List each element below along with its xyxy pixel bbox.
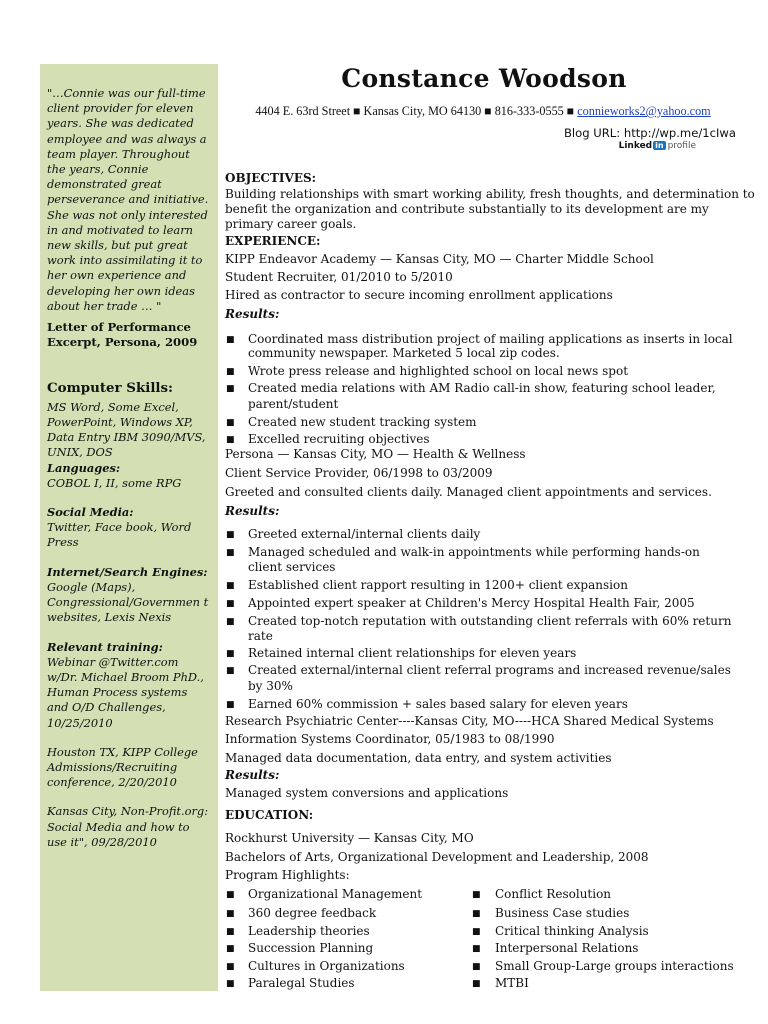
training-houston: Houston TX, KIPP College Admissions/Recruiting conference, 2/20/2010 bbox=[47, 744, 198, 790]
job2-bullet-1: Greeted external/internal clients daily bbox=[248, 527, 481, 541]
job3-org: Research Psychiatric Center----Kansas City, MO----HCA Shared Medical Systems bbox=[225, 714, 714, 728]
bullet-icon: ■ bbox=[226, 617, 235, 627]
job3-desc: Managed data documentation, data entry, and system activities bbox=[225, 751, 612, 765]
objectives-line-1: Building relationships with smart working ability, fresh thoughts, and determination to bbox=[225, 187, 755, 201]
bullet-icon: ■ bbox=[226, 548, 235, 558]
bullet-icon: ■ bbox=[226, 927, 235, 937]
email-link[interactable]: connieworks2@yahoo.com bbox=[577, 104, 711, 118]
bullet-icon: ■ bbox=[226, 435, 235, 445]
job1-desc: Hired as contractor to secure incoming enrollment applications bbox=[225, 288, 613, 302]
bullet-icon: ■ bbox=[226, 700, 235, 710]
highlight-item: Conflict Resolution bbox=[495, 887, 612, 901]
job1-bullet-3-cont: parent/student bbox=[248, 397, 339, 411]
social-media-label: Social Media: bbox=[47, 505, 134, 520]
objectives-line-2: benefit the organization and contribute substantially to its development are my bbox=[225, 202, 709, 216]
internet-search-text: Google (Maps), Congressional/Governmen t websites, Lexis Nexis bbox=[47, 579, 209, 625]
highlight-item: MTBI bbox=[495, 976, 529, 990]
testimonial-source: Letter of Performance Excerpt, Persona, 2009 bbox=[47, 320, 198, 350]
objectives-heading: OBJECTIVES: bbox=[225, 171, 317, 185]
linkedin-brand: Linked bbox=[618, 141, 653, 151]
job1-results-label: Results: bbox=[225, 307, 280, 321]
job1-bullet-5: Excelled recruiting objectives bbox=[248, 432, 430, 446]
highlight-item: Interpersonal Relations bbox=[495, 941, 639, 955]
job1-bullet-1-cont: community newspaper. Marketed 5 local zip codes. bbox=[248, 346, 560, 360]
program-highlights-label: Program Highlights: bbox=[225, 868, 350, 882]
blog-url[interactable]: Blog URL: http://wp.me/1cIwa bbox=[563, 126, 736, 140]
job1-bullet-2: Wrote press release and highlighted school on local news spot bbox=[248, 364, 629, 378]
bullet-icon: ■ bbox=[472, 962, 481, 972]
contact-line bbox=[228, 104, 738, 119]
highlight-item: Small Group-Large groups interactions bbox=[495, 959, 734, 973]
education-school: Rockhurst University — Kansas City, MO bbox=[225, 831, 474, 845]
job3-title: Information Systems Coordinator, 05/1983 to 08/1990 bbox=[225, 732, 555, 746]
bullet-icon: ■ bbox=[226, 979, 235, 989]
highlight-item: Critical thinking Analysis bbox=[495, 924, 649, 938]
experience-heading: EXPERIENCE: bbox=[225, 234, 321, 248]
job1-title: Student Recruiter, 01/2010 to 5/2010 bbox=[225, 270, 453, 284]
bullet-icon: ■ bbox=[472, 944, 481, 954]
bullet-icon: ■ bbox=[472, 890, 481, 900]
highlight-item: 360 degree feedback bbox=[248, 906, 377, 920]
bullet-icon: ■ bbox=[226, 335, 235, 345]
job2-org: Persona — Kansas City, MO — Health & Wellness bbox=[225, 447, 526, 461]
computer-skills-text: MS Word, Some Excel, PowerPoint, Windows XP, Data Entry IBM 3090/MVS, UNIX, DOS bbox=[47, 399, 206, 460]
education-heading: EDUCATION: bbox=[225, 808, 314, 822]
objectives-line-3: primary career goals. bbox=[225, 217, 357, 231]
sidebar bbox=[40, 64, 218, 991]
job3-results-label: Results: bbox=[225, 768, 280, 782]
highlight-item: Business Case studies bbox=[495, 906, 630, 920]
job1-bullet-3: Created media relations with AM Radio call-in show, featuring school leader, bbox=[248, 381, 716, 395]
job2-bullet-2: Managed scheduled and walk-in appointments while performing hands-on bbox=[248, 545, 700, 559]
linkedin-icon: in bbox=[655, 141, 664, 150]
bullet-icon: ■ bbox=[226, 890, 235, 900]
job1-bullet-1: Coordinated mass distribution project of mailing applications as inserts in local bbox=[248, 332, 733, 346]
job2-desc: Greeted and consulted clients daily. Managed client appointments and services. bbox=[225, 485, 712, 499]
highlight-item: Leadership theories bbox=[248, 924, 370, 938]
bullet-icon: ■ bbox=[226, 666, 235, 676]
job2-bullet-5: Created top-notch reputation with outstanding client referrals with 60% return bbox=[248, 614, 732, 628]
job2-bullet-3: Established client rapport resulting in 1200+ client expansion bbox=[248, 578, 628, 592]
highlight-item: Paralegal Studies bbox=[248, 976, 355, 990]
highlight-item: Cultures in Organizations bbox=[248, 959, 405, 973]
job2-bullet-7-cont: by 30% bbox=[248, 679, 293, 693]
highlight-item: Organizational Management bbox=[248, 887, 423, 901]
job2-results-label: Results: bbox=[225, 504, 280, 518]
training-kansas-city: Kansas City, Non-Profit.org: Social Media and how to use it", 09/28/2010 bbox=[47, 804, 209, 849]
job2-title: Client Service Provider, 06/1998 to 03/2009 bbox=[225, 466, 493, 480]
bullet-icon: ■ bbox=[226, 418, 235, 428]
job2-bullet-5-cont: rate bbox=[248, 629, 273, 643]
computer-skills-heading: Computer Skills: bbox=[47, 379, 173, 396]
bullet-icon: ■ bbox=[472, 927, 481, 937]
linkedin-profile-link[interactable] bbox=[619, 141, 696, 151]
job2-bullet-6: Retained internal client relationships for eleven years bbox=[248, 646, 577, 660]
job2-bullet-8: Earned 60% commission + sales based salary for eleven years bbox=[248, 697, 628, 711]
bullet-icon: ■ bbox=[226, 599, 235, 609]
training-text: Webinar @Twitter.com w/Dr. Michael Broom PhD., Human Process systems and O/D Challenges, 10/25/2010 bbox=[47, 654, 204, 730]
languages-label: Languages: bbox=[47, 460, 121, 475]
testimonial-quote: "…Connie was our full-time client provider for eleven years. She was dedicated employee and was always a team player. Throughout the years, Connie demonstrated great perseverance and initiative. She was not only interested in and motivated to learn new skills, but put great work into assimilating it to her own experience and developing her own ideas about her trade … " bbox=[47, 86, 209, 313]
languages-text: COBOL I, II, some RPG bbox=[47, 475, 182, 490]
bullet-icon: ■ bbox=[226, 384, 235, 394]
job3-result-1: Managed system conversions and applications bbox=[225, 786, 509, 800]
bullet-icon: ■ bbox=[226, 962, 235, 972]
internet-search-label: Internet/Search Engines: bbox=[47, 564, 208, 579]
bullet-icon: ■ bbox=[226, 909, 235, 919]
job2-bullet-4: Appointed expert speaker at Children's Mercy Hospital Health Fair, 2005 bbox=[248, 596, 695, 610]
bullet-icon: ■ bbox=[472, 979, 481, 989]
social-media-text: Twitter, Face book, Word Press bbox=[47, 520, 192, 550]
training-label: Relevant training: bbox=[47, 639, 163, 654]
bullet-icon: ■ bbox=[226, 530, 235, 540]
bullet-icon: ■ bbox=[472, 909, 481, 919]
job1-bullet-4: Created new student tracking system bbox=[248, 415, 477, 429]
bullet-icon: ■ bbox=[226, 944, 235, 954]
job1-org: KIPP Endeavor Academy — Kansas City, MO — Charter Middle School bbox=[225, 252, 654, 266]
bullet-icon: ■ bbox=[226, 367, 235, 377]
address: 4404 E. 63rd Street ■ Kansas City, MO 64130 ■ 816-333-0555 ■ bbox=[255, 104, 575, 118]
linkedin-profile-label: profile bbox=[667, 141, 696, 151]
highlight-item: Succession Planning bbox=[248, 941, 374, 955]
candidate-name: Constance Woodson bbox=[341, 64, 627, 93]
education-degree: Bachelors of Arts, Organizational Development and Leadership, 2008 bbox=[225, 850, 649, 864]
bullet-icon: ■ bbox=[226, 581, 235, 591]
job2-bullet-7: Created external/internal client referral programs and increased revenue/sales bbox=[248, 663, 731, 677]
bullet-icon: ■ bbox=[226, 649, 235, 659]
job2-bullet-2-cont: client services bbox=[248, 560, 336, 574]
